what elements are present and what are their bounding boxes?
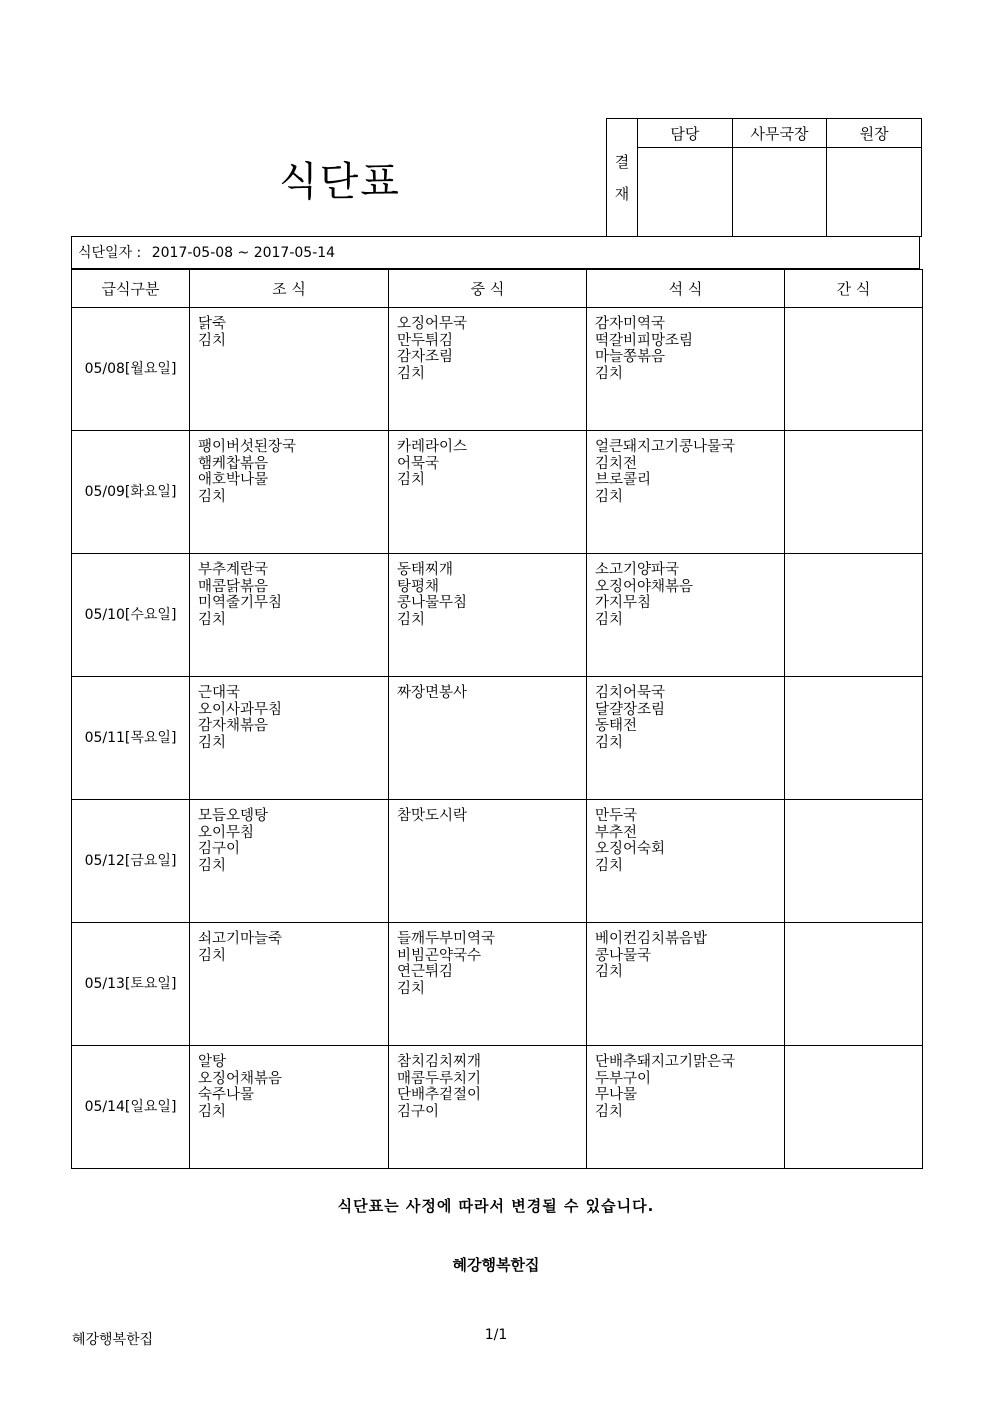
menu-item: 무나물	[595, 1087, 638, 1103]
menu-item: 카레라이스	[397, 439, 468, 455]
menu-item: 김치	[397, 472, 426, 488]
dinner-items	[587, 308, 784, 382]
dinner-items	[587, 800, 784, 874]
breakfast-items	[190, 554, 388, 628]
lunch-cell	[389, 431, 587, 554]
snack-cell	[785, 554, 923, 677]
day-cell: 05/11[목요일]	[72, 677, 190, 800]
approval-sign-staff	[638, 148, 733, 237]
approval-header-staff: 담당	[638, 119, 733, 148]
dinner-items	[587, 431, 784, 505]
snack-items	[785, 677, 922, 685]
menu-item: 김치	[397, 980, 426, 997]
snack-cell	[785, 800, 923, 923]
menu-item: 오징어야채볶음	[595, 578, 694, 595]
lunch-items	[389, 308, 586, 382]
lunch-items	[389, 677, 586, 702]
menu-item: 만두튀김	[397, 332, 454, 349]
day-cell: 05/12[금요일]	[72, 800, 190, 923]
lunch-items	[389, 923, 586, 997]
dinner-cell	[587, 431, 785, 554]
dinner-cell	[587, 554, 785, 677]
dinner-cell	[587, 923, 785, 1046]
approval-sign-head	[827, 148, 922, 237]
menu-item: 김치	[198, 611, 227, 628]
menu-item: 햄케찹볶음	[198, 455, 269, 472]
snack-items	[785, 800, 922, 808]
menu-item: 미역줄기무침	[198, 595, 283, 611]
menu-item: 브로콜리	[595, 472, 652, 488]
menu-item: 오징어무국	[397, 316, 468, 332]
menu-item: 두부구이	[595, 1070, 652, 1087]
breakfast-items	[190, 308, 388, 349]
menu-item: 단배추겉절이	[397, 1087, 482, 1103]
dinner-cell	[587, 800, 785, 923]
page-number: 1/1	[484, 1327, 508, 1343]
menu-item: 얼큰돼지고기콩나물국	[595, 439, 736, 455]
snack-cell	[785, 431, 923, 554]
menu-item: 숙주나물	[198, 1087, 255, 1103]
breakfast-items	[190, 800, 388, 874]
menu-item: 부추전	[595, 824, 638, 841]
snack-items	[785, 431, 922, 439]
lunch-items	[389, 1046, 586, 1120]
table-row	[72, 554, 923, 677]
menu-item: 부추계란국	[198, 562, 269, 578]
breakfast-items	[190, 431, 388, 505]
menu-item: 어묵국	[397, 455, 440, 472]
menu-date-range	[71, 236, 920, 269]
meal-table	[71, 269, 923, 1169]
menu-item: 감자조림	[397, 349, 454, 365]
snack-items	[785, 1046, 922, 1054]
menu-item: 김치	[595, 611, 624, 628]
date-range-value: 2017-05-08 ~ 2017-05-14	[151, 245, 336, 261]
column-header-lunch: 중 식	[389, 270, 587, 308]
menu-item: 김치	[198, 857, 227, 874]
table-row	[72, 308, 923, 431]
lunch-items	[389, 554, 586, 628]
menu-item: 매콤닭볶음	[198, 578, 269, 595]
menu-item: 김구이	[198, 841, 241, 857]
dinner-items	[587, 554, 784, 628]
column-header-snack: 간 식	[785, 270, 923, 308]
menu-item: 탕평채	[397, 578, 440, 595]
snack-cell	[785, 308, 923, 431]
menu-item: 김치	[595, 488, 624, 505]
day-cell: 05/09[화요일]	[72, 431, 190, 554]
menu-item: 오징어숙회	[595, 841, 666, 857]
day-cell: 05/14[일요일]	[72, 1046, 190, 1169]
day-cell: 05/13[토요일]	[72, 923, 190, 1046]
menu-item: 만두국	[595, 808, 638, 824]
menu-item: 김치	[198, 1103, 227, 1120]
menu-item: 김치	[595, 734, 624, 751]
lunch-cell	[389, 554, 587, 677]
menu-item: 감자미역국	[595, 316, 666, 332]
menu-item: 연근튀김	[397, 964, 454, 980]
dinner-cell	[587, 308, 785, 431]
menu-item: 모듬오뎅탕	[198, 808, 269, 824]
menu-item: 김치	[595, 1103, 624, 1120]
menu-item: 김치	[198, 734, 227, 751]
breakfast-items	[190, 677, 388, 751]
menu-item: 베이컨김치볶음밥	[595, 931, 708, 947]
table-row	[72, 431, 923, 554]
menu-item: 닭죽	[198, 316, 227, 332]
breakfast-items	[190, 1046, 388, 1120]
organization-name: 혜강행복한집	[452, 1256, 540, 1274]
menu-item: 근대국	[198, 685, 241, 701]
dinner-items	[587, 923, 784, 981]
breakfast-cell	[190, 923, 389, 1046]
menu-item: 김치	[595, 964, 624, 980]
menu-item: 애호박나물	[198, 472, 269, 488]
menu-item: 김구이	[397, 1103, 440, 1120]
column-header-breakfast: 조 식	[190, 270, 389, 308]
snack-cell	[785, 1046, 923, 1169]
lunch-cell	[389, 800, 587, 923]
menu-item: 소고기양파국	[595, 562, 680, 578]
menu-item: 오징어채볶음	[198, 1070, 283, 1087]
date-range-label: 식단일자 :	[78, 245, 142, 261]
menu-item: 김치	[198, 488, 227, 505]
menu-item: 오이사과무침	[198, 701, 283, 718]
menu-item: 단배추돼지고기맑은국	[595, 1054, 736, 1070]
snack-items	[785, 308, 922, 316]
menu-item: 참치김치찌개	[397, 1054, 482, 1070]
column-header-dinner: 석 식	[587, 270, 785, 308]
lunch-cell	[389, 677, 587, 800]
page-title: 식단표	[279, 159, 401, 205]
menu-item: 김치어묵국	[595, 685, 666, 701]
breakfast-cell	[190, 431, 389, 554]
dinner-items	[587, 677, 784, 751]
menu-item: 알탕	[198, 1054, 227, 1070]
menu-item: 매콤두루치기	[397, 1070, 482, 1087]
snack-items	[785, 554, 922, 562]
menu-item: 콩나물무침	[397, 595, 468, 611]
lunch-cell	[389, 1046, 587, 1169]
lunch-cell	[389, 308, 587, 431]
breakfast-cell	[190, 800, 389, 923]
table-row	[72, 923, 923, 1046]
menu-item: 참맛도시락	[397, 808, 468, 824]
menu-item: 짜장면봉사	[397, 685, 468, 701]
menu-item: 비빔곤약국수	[397, 947, 482, 964]
menu-item: 달걀장조림	[595, 701, 666, 718]
menu-item: 김치	[595, 365, 624, 382]
menu-item: 김치	[397, 365, 426, 382]
lunch-cell	[389, 923, 587, 1046]
table-row	[72, 800, 923, 923]
table-row	[72, 677, 923, 800]
approval-side-label: 결 재	[607, 119, 638, 237]
approval-header-head: 원장	[827, 119, 922, 148]
menu-item: 마늘쫑볶음	[595, 349, 666, 365]
menu-item: 떡갈비피망조림	[595, 332, 694, 349]
menu-item: 김치	[198, 947, 227, 964]
menu-item: 팽이버섯된장국	[198, 439, 297, 455]
menu-item: 김치	[198, 332, 227, 349]
dinner-cell	[587, 677, 785, 800]
snack-cell	[785, 923, 923, 1046]
menu-item: 콩나물국	[595, 947, 652, 964]
dinner-cell	[587, 1046, 785, 1169]
menu-item: 들깨두부미역국	[397, 931, 496, 947]
snack-items	[785, 923, 922, 931]
menu-item: 감자채볶음	[198, 718, 269, 734]
menu-item: 동태찌개	[397, 562, 454, 578]
breakfast-cell	[190, 677, 389, 800]
menu-item: 동태전	[595, 718, 638, 734]
table-row	[72, 1046, 923, 1169]
menu-item: 오이무침	[198, 824, 255, 841]
breakfast-cell	[190, 1046, 389, 1169]
menu-item: 쇠고기마늘죽	[198, 931, 283, 947]
dinner-items	[587, 1046, 784, 1120]
lunch-items	[389, 431, 586, 489]
menu-item: 김치	[595, 857, 624, 874]
snack-cell	[785, 677, 923, 800]
footer-organization: 혜강행복한집	[72, 1332, 154, 1348]
approval-sign-director	[732, 148, 827, 237]
day-cell: 05/10[수요일]	[72, 554, 190, 677]
breakfast-cell	[190, 554, 389, 677]
menu-item: 김치	[397, 611, 426, 628]
column-header-category: 급식구분	[72, 270, 190, 308]
menu-item: 김치전	[595, 455, 638, 472]
menu-item: 가지무침	[595, 595, 652, 611]
change-notice: 식단표는 사정에 따라서 변경될 수 있습니다.	[337, 1197, 655, 1215]
breakfast-cell	[190, 308, 389, 431]
lunch-items	[389, 800, 586, 825]
approval-box	[606, 118, 922, 237]
day-cell: 05/08[월요일]	[72, 308, 190, 431]
breakfast-items	[190, 923, 388, 964]
approval-header-director: 사무국장	[732, 119, 827, 148]
